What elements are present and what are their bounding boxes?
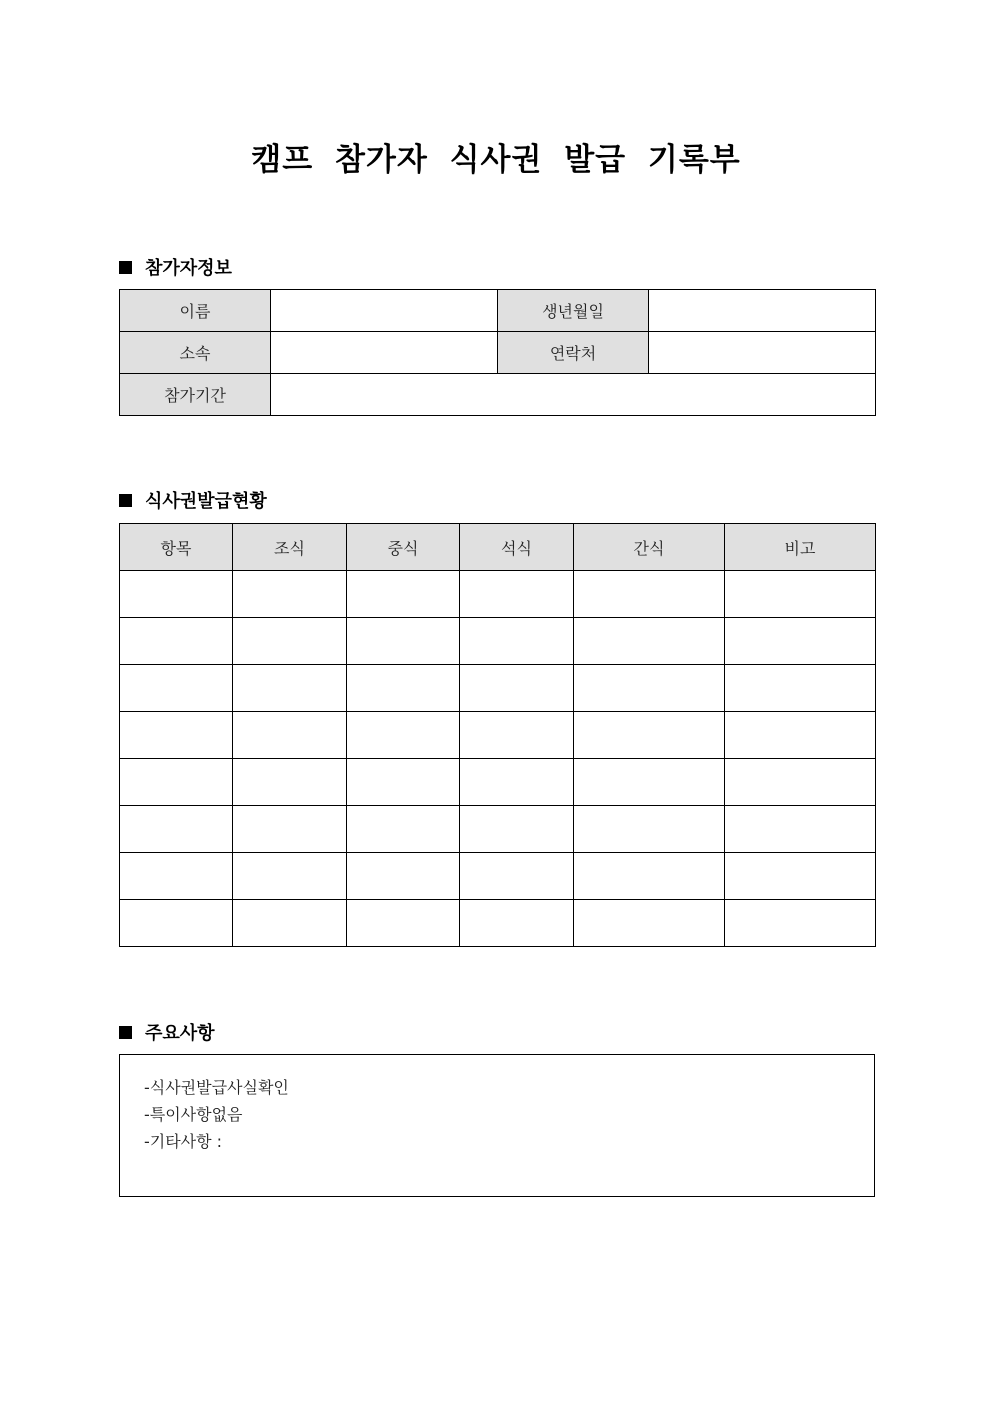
table-cell[interactable]	[120, 806, 233, 853]
column-header-snack: 간식	[574, 524, 725, 571]
table-cell[interactable]	[347, 853, 460, 900]
table-cell[interactable]	[460, 806, 574, 853]
birthdate-field[interactable]	[649, 290, 876, 332]
table-cell[interactable]	[574, 571, 725, 618]
table-cell[interactable]	[574, 853, 725, 900]
table-cell[interactable]	[725, 900, 876, 947]
column-header-remarks: 비고	[725, 524, 876, 571]
name-field[interactable]	[271, 290, 498, 332]
table-cell[interactable]	[725, 571, 876, 618]
period-field[interactable]	[271, 374, 876, 416]
table-cell[interactable]	[460, 900, 574, 947]
table-cell[interactable]	[574, 665, 725, 712]
column-header-dinner: 석식	[460, 524, 574, 571]
table-row	[120, 665, 876, 712]
table-row	[120, 900, 876, 947]
table-cell[interactable]	[574, 759, 725, 806]
table-cell[interactable]	[347, 571, 460, 618]
table-cell[interactable]	[233, 571, 347, 618]
table-row	[120, 853, 876, 900]
table-header-row	[120, 524, 876, 571]
period-label: 참가기간	[120, 374, 271, 416]
table-row	[120, 618, 876, 665]
table-cell[interactable]	[120, 712, 233, 759]
table-cell[interactable]	[725, 665, 876, 712]
notes-section-title: 주요사항	[145, 1023, 215, 1044]
table-cell[interactable]	[120, 853, 233, 900]
table-cell[interactable]	[725, 712, 876, 759]
table-cell[interactable]	[233, 618, 347, 665]
square-bullet-icon	[119, 261, 132, 274]
table-cell[interactable]	[460, 712, 574, 759]
notes-line-2: -특이사항없음	[144, 1105, 243, 1124]
column-header-lunch: 중식	[347, 524, 460, 571]
affiliation-label: 소속	[120, 332, 271, 374]
birthdate-label: 생년월일	[498, 290, 649, 332]
table-cell[interactable]	[347, 806, 460, 853]
name-label: 이름	[120, 290, 271, 332]
table-cell[interactable]	[460, 665, 574, 712]
column-header-item: 항목	[120, 524, 233, 571]
table-cell[interactable]	[120, 571, 233, 618]
table-cell[interactable]	[725, 853, 876, 900]
notes-box[interactable]	[119, 1054, 875, 1197]
table-cell[interactable]	[233, 712, 347, 759]
table-cell[interactable]	[460, 618, 574, 665]
affiliation-field[interactable]	[271, 332, 498, 374]
table-cell[interactable]	[460, 759, 574, 806]
table-cell[interactable]	[233, 806, 347, 853]
table-cell[interactable]	[347, 712, 460, 759]
participant-info-table	[119, 289, 876, 416]
square-bullet-icon	[119, 494, 132, 507]
meal-ticket-table	[119, 523, 876, 947]
table-cell[interactable]	[460, 571, 574, 618]
table-row	[120, 332, 876, 374]
table-cell[interactable]	[574, 900, 725, 947]
meal-section-title: 식사권발급현황	[145, 491, 267, 512]
square-bullet-icon	[119, 1026, 132, 1039]
table-cell[interactable]	[120, 665, 233, 712]
table-cell[interactable]	[120, 900, 233, 947]
table-row	[120, 759, 876, 806]
document-title: 캠프 참가자 식사권 발급 기록부	[251, 142, 741, 178]
column-header-breakfast: 조식	[233, 524, 347, 571]
table-cell[interactable]	[574, 806, 725, 853]
table-cell[interactable]	[347, 618, 460, 665]
participant-section-title: 참가자정보	[145, 258, 232, 279]
table-cell[interactable]	[725, 759, 876, 806]
table-cell[interactable]	[233, 665, 347, 712]
table-row	[120, 571, 876, 618]
table-row	[120, 712, 876, 759]
table-cell[interactable]	[233, 759, 347, 806]
table-cell[interactable]	[347, 759, 460, 806]
table-cell[interactable]	[120, 759, 233, 806]
table-cell[interactable]	[574, 618, 725, 665]
table-row	[120, 806, 876, 853]
table-cell[interactable]	[120, 618, 233, 665]
table-cell[interactable]	[233, 900, 347, 947]
notes-section-heading	[119, 1019, 215, 1045]
notes-line-1: -식사권발급사실확인	[144, 1078, 289, 1097]
table-cell[interactable]	[725, 806, 876, 853]
table-cell[interactable]	[347, 900, 460, 947]
table-cell[interactable]	[725, 618, 876, 665]
table-row	[120, 290, 876, 332]
table-cell[interactable]	[574, 712, 725, 759]
table-cell[interactable]	[233, 853, 347, 900]
table-cell[interactable]	[460, 853, 574, 900]
table-row	[120, 374, 876, 416]
meal-section-heading	[119, 487, 267, 513]
contact-label: 연락처	[498, 332, 649, 374]
contact-field[interactable]	[649, 332, 876, 374]
participant-section-heading	[119, 254, 232, 280]
table-cell[interactable]	[347, 665, 460, 712]
notes-line-3: -기타사항 :	[144, 1132, 223, 1151]
